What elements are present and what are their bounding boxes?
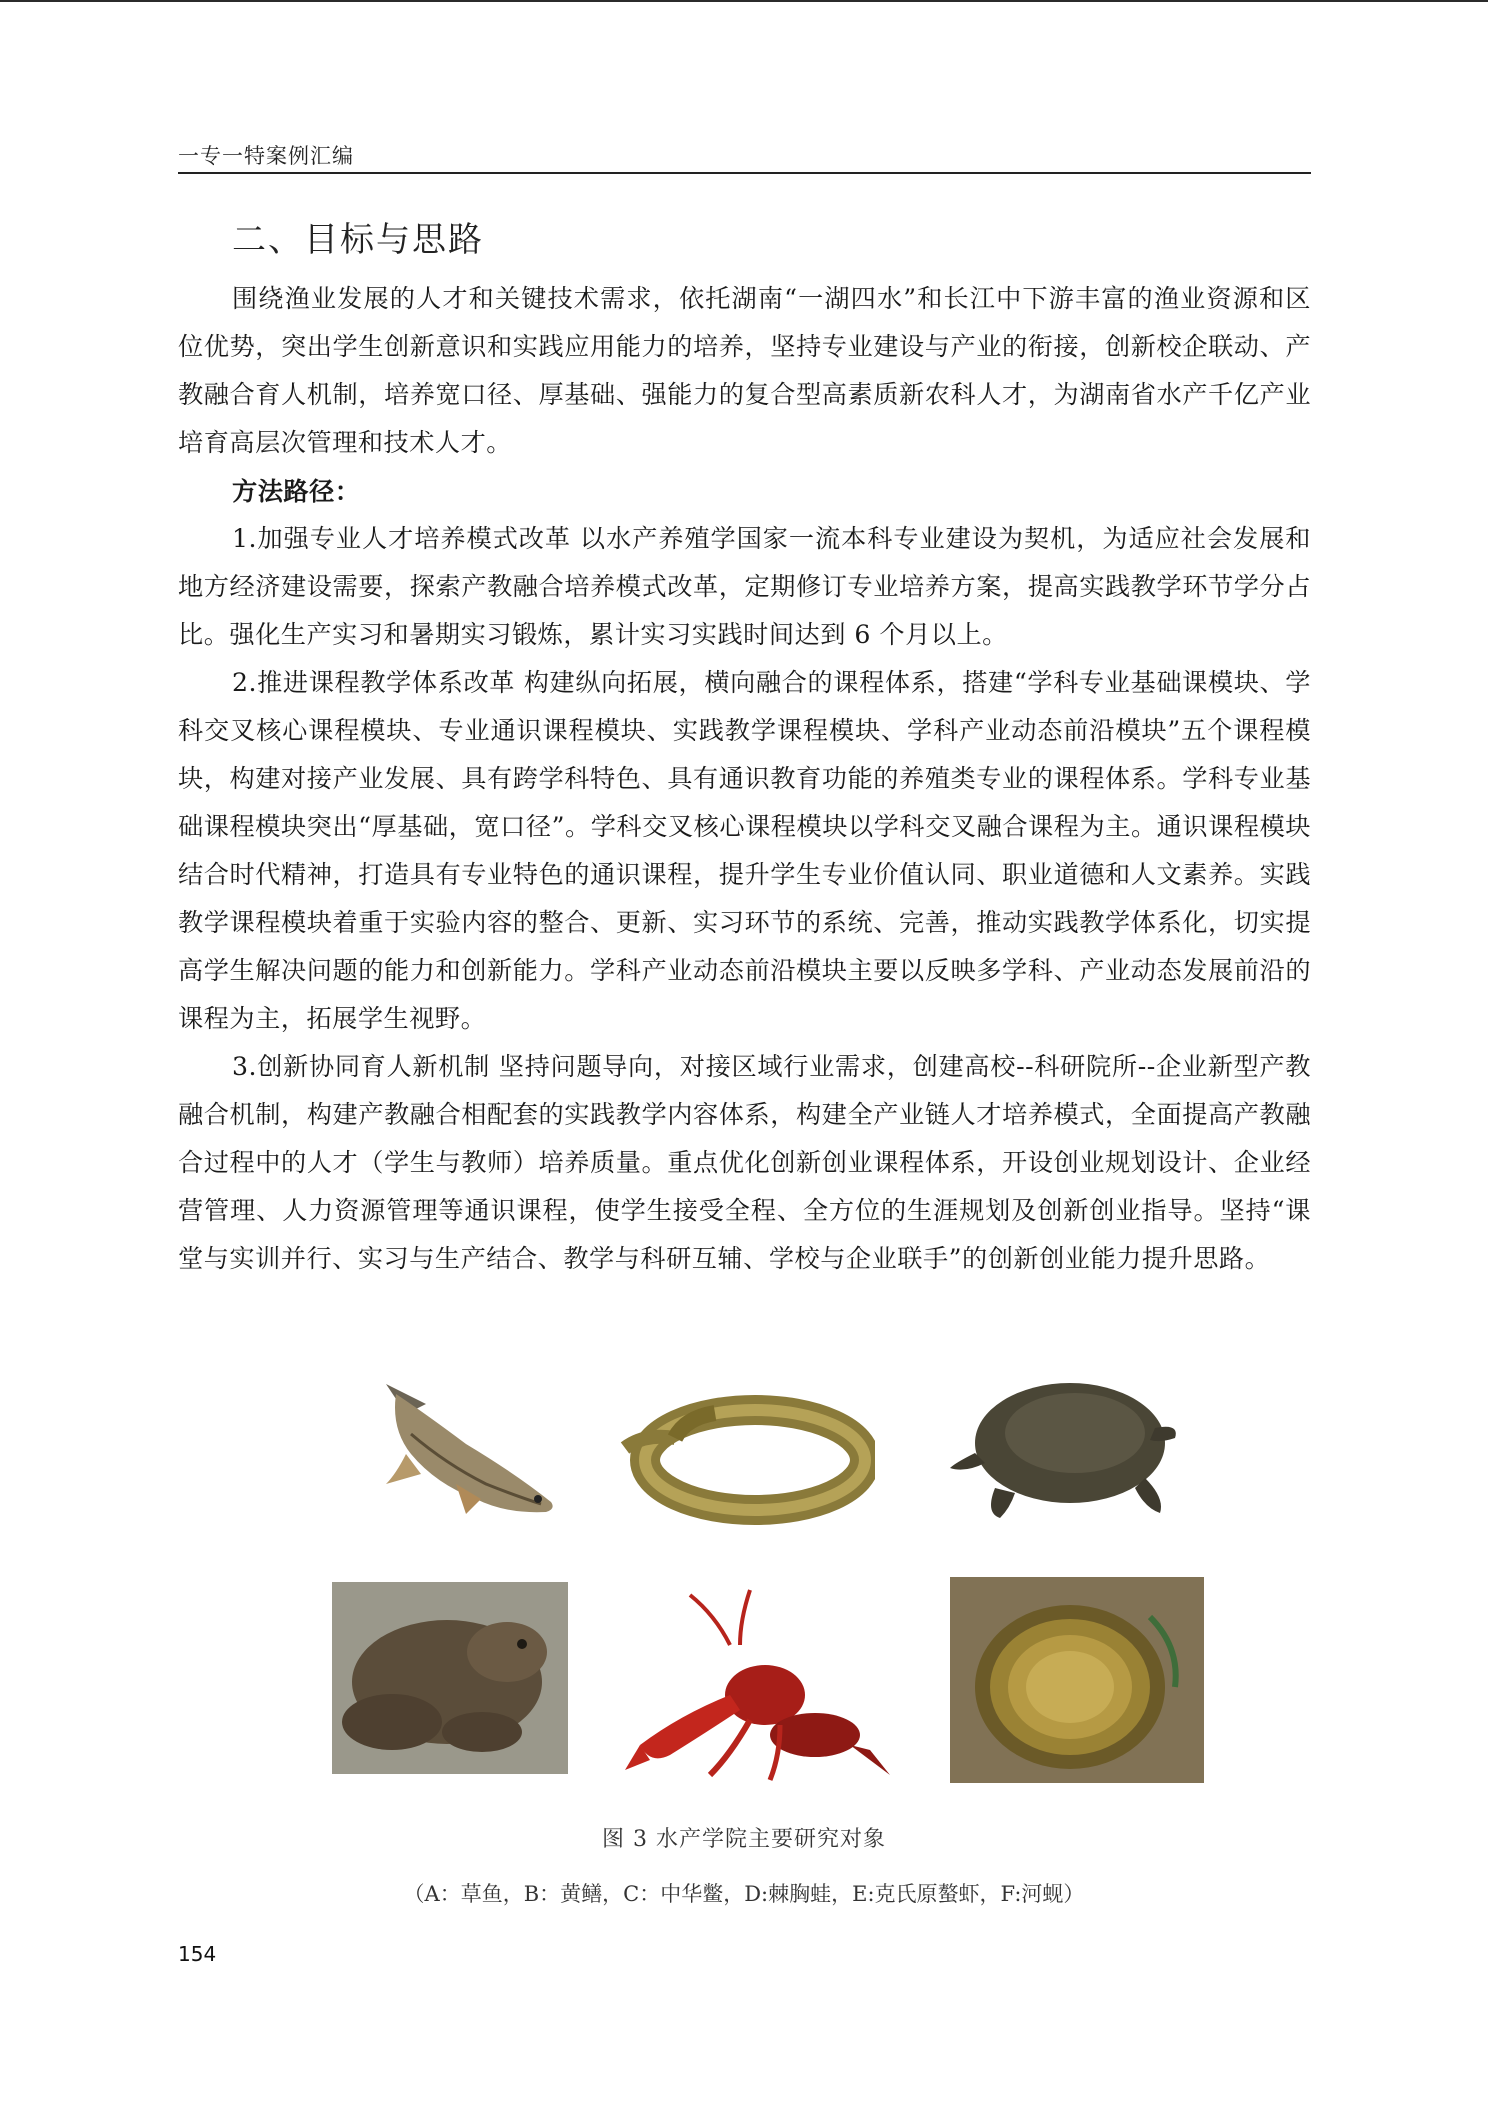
- running-header: 一专一特案例汇编: [178, 144, 354, 168]
- method-item-2: 2.推进课程教学体系改革 构建纵向拓展，横向融合的课程体系，搭建“学科专业基础课模块、学科交叉核心课程模块、专业通识课程模块、实践教学课程模块、学科产业动态前沿模块”五个课程模块，构建对接产业发展、具有跨学科特色、具有通识教育功能的养殖类专业的课程体系。学科专业基础课程模块突出“厚基础，宽口径”。学科交叉核心课程模块以学科交叉融合课程为主。通识课程模块结合时代精神，打造具有专业特色的通识课程，提升学生专业价值认同、职业道德和人文素养。实践教学课程模块着重于实验内容的整合、更新、实习环节的系统、完善，推动实践教学体系化，切实提高学生解决问题的能力和创新能力。学科产业动态前沿模块主要以反映多学科、产业动态发展前沿的课程为主，拓展学生视野。: [178, 668, 1311, 1033]
- body-text: [178, 275, 1311, 1283]
- grass-carp-image: [366, 1374, 566, 1534]
- intro-paragraph: 围绕渔业发展的人才和关键技术需求，依托湖南“一湖四水”和长江中下游丰富的渔业资源和区位优势，突出学生创新意识和实践应用能力的培养，坚持专业建设与产业的衔接，创新校企联动、产教融合育人机制，培养宽口径、厚基础、强能力的复合型高素质新农科人才，为湖南省水产千亿产业培育高层次管理和技术人才。: [178, 284, 1311, 457]
- method-item-3: 3.创新协同育人新机制 坚持问题导向，对接区域行业需求，创建高校--科研院所--企业新型产教融合机制，构建产教融合相配套的实践教学内容体系，构建全产业链人才培养模式，全面提高产教融合过程中的人才（学生与教师）培养质量。重点优化创新创业课程体系，开设创业规划设计、企业经营管理、人力资源管理等通识课程，使学生接受全程、全方位的生涯规划及创新创业指导。坚持“课堂与实训并行、实习与生产结合、教学与科研互辅、学校与企业联手”的创新创业能力提升思路。: [178, 1052, 1311, 1273]
- clam-image: [950, 1577, 1204, 1783]
- crayfish-image: [620, 1585, 910, 1785]
- method-item-1: 1.加强专业人才培养模式改革 以水产养殖学国家一流本科专业建设为契机，为适应社会发展和地方经济建设需要，探索产教融合培养模式改革，定期修订专业培养方案，提高实践教学环节学分占比。强化生产实习和暑期实习锻炼，累计实习实践时间达到 6 个月以上。: [178, 524, 1311, 649]
- top-border-line: [0, 0, 1488, 2]
- eel-image: [615, 1378, 875, 1528]
- frog-image: [332, 1582, 568, 1774]
- page-number: 154: [178, 1942, 217, 1966]
- figure-caption: 图 3 水产学院主要研究对象: [602, 1827, 886, 1852]
- softshell-turtle-image: [945, 1368, 1185, 1528]
- header-rule: [178, 172, 1311, 174]
- figure-legend: （A：草鱼，B：黄鳝，C：中华鳖，D:棘胸蛙，E:克氏原螯虾，F:河蚬）: [403, 1882, 1085, 1906]
- method-heading: 方法路径：: [232, 476, 361, 506]
- section-title: 二、目标与思路: [232, 220, 484, 260]
